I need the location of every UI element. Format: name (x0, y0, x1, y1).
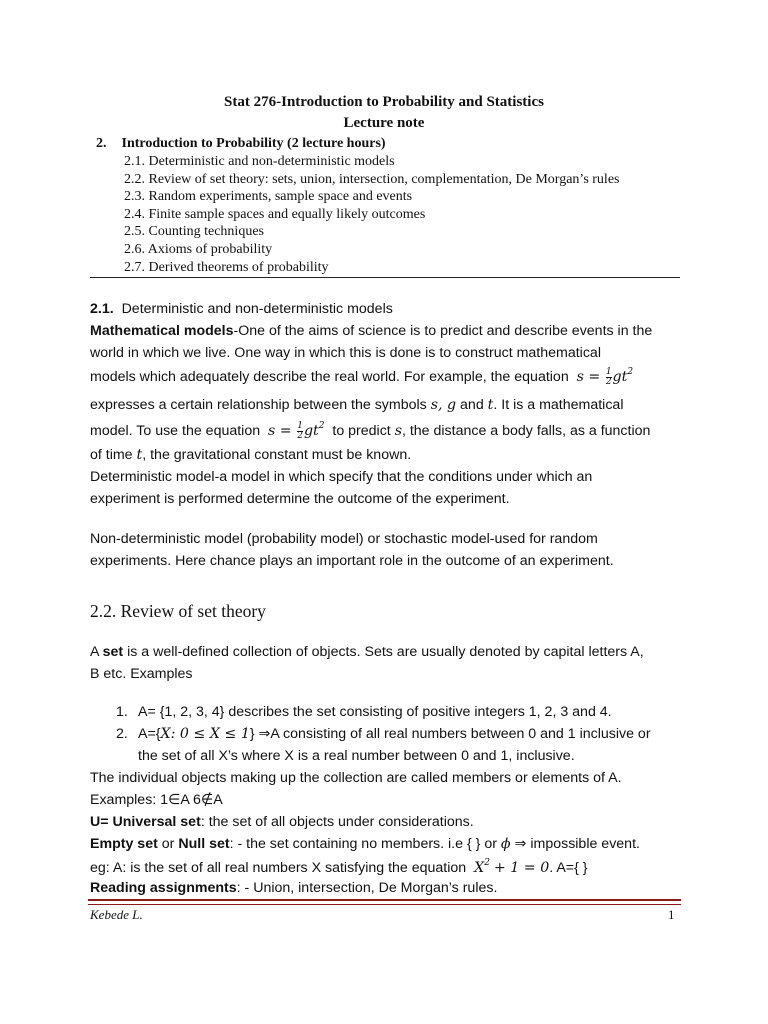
paragraph-line: model. To use the equation s = $\frac{1}{2}$ $gt^2$ to predict s, the distance a body falls, as a function (90, 420, 651, 441)
document-subtitle: Lecture note (343, 115, 425, 131)
toc-item: 2.3. Random experiments, sample space and events (124, 189, 413, 205)
toc-item: 2.2. Review of set theory: sets, union, intersection, complementation, De Morgan’s rules (124, 171, 620, 187)
paragraph-line: Deterministic model-a model in which specify that the conditions under which an (90, 469, 593, 485)
paragraph-line: U= Universal set: the set of all objects under considerations. (90, 814, 474, 830)
paragraph-line: world in which we live. One way in which this is done is to construct mathematical (90, 345, 601, 361)
section-heading-2-2: 2.2. Review of set theory (90, 601, 266, 621)
section-heading-2-1: 2.1. Deterministic and non-deterministic models (90, 301, 393, 317)
list-item: 2. A={X: 0 ≤ X ≤ 1} ⇒A consisting of all real numbers between 0 and 1 inclusive or (116, 726, 651, 742)
paragraph-line: Non-deterministic model (probability model) or stochastic model-used for random (90, 531, 598, 547)
toc-item: 2.7. Derived theorems of probability (124, 259, 329, 275)
toc-chapter-title: Introduction to Probability (2 lecture hours) (121, 136, 386, 151)
toc-item: 2.6. Axioms of probability (124, 241, 273, 257)
footer-divider (88, 899, 681, 901)
toc-item: 2.1. Deterministic and non-deterministic models (124, 154, 395, 169)
paragraph-line: experiment is performed determine the outcome of the experiment. (90, 491, 510, 507)
toc-chapter-number: 2. (96, 136, 107, 151)
paragraph-line: experiments. Here chance plays an important role in the outcome of an experiment. (90, 553, 614, 569)
list-item: 1. A= {1, 2, 3, 4} describes the set consisting of positive integers 1, 2, 3 and 4. (116, 704, 612, 720)
paragraph-line: Empty set or Null set: - the set containing no members. i.e { } or ϕ ⇒ impossible event. (90, 836, 640, 852)
math-models-label: Mathematical models (90, 323, 234, 339)
toc-item: 2.4. Finite sample spaces and equally likely outcomes (124, 206, 426, 222)
footer-divider (88, 904, 681, 905)
page-number: 1 (668, 907, 675, 922)
toc-item: 2.5. Counting techniques (124, 224, 264, 240)
paragraph-line: Reading assignments: - Union, intersection, De Morgan’s rules. (90, 880, 498, 896)
paragraph-line: Mathematical models-One of the aims of science is to predict and describe events in the (90, 323, 653, 339)
paragraph-line: The individual objects making up the collection are called members or elements of A. (90, 770, 622, 786)
paragraph-line: A set is a well-defined collection of objects. Sets are usually denoted by capital letters A, (90, 644, 644, 660)
toc-chapter-heading (96, 136, 386, 152)
equation: s = $\frac{1}{2}$ $gt^2$ (268, 420, 325, 441)
footer-author: Kebede L. (90, 907, 143, 922)
document-title: Stat 276-Introduction to Probability and Statistics (224, 94, 544, 110)
paragraph-line: models which adequately describe the real world. For example, the equation s = $\frac{1}{2}$ $gt^2$ (90, 366, 634, 387)
paragraph-line: eg: A: is the set of all real numbers X satisfying the equation $X^2 + 1 = 0$. A={ } (90, 858, 588, 876)
toc-divider (90, 277, 680, 278)
list-item-continuation: the set of all X’s where X is a real number between 0 and 1, inclusive. (138, 748, 575, 764)
paragraph-line: Examples: 1∈A 6∉A (90, 792, 223, 808)
equation: s = $\frac{1}{2}$ $gt^2$ (576, 366, 634, 387)
toc-list (124, 153, 619, 276)
paragraph-line: of time t, the gravitational constant must be known. (90, 447, 412, 463)
paragraph-line: B etc. Examples (90, 666, 193, 682)
paragraph-line: expresses a certain relationship between the symbols s, g and t. It is a mathematical (90, 397, 624, 413)
